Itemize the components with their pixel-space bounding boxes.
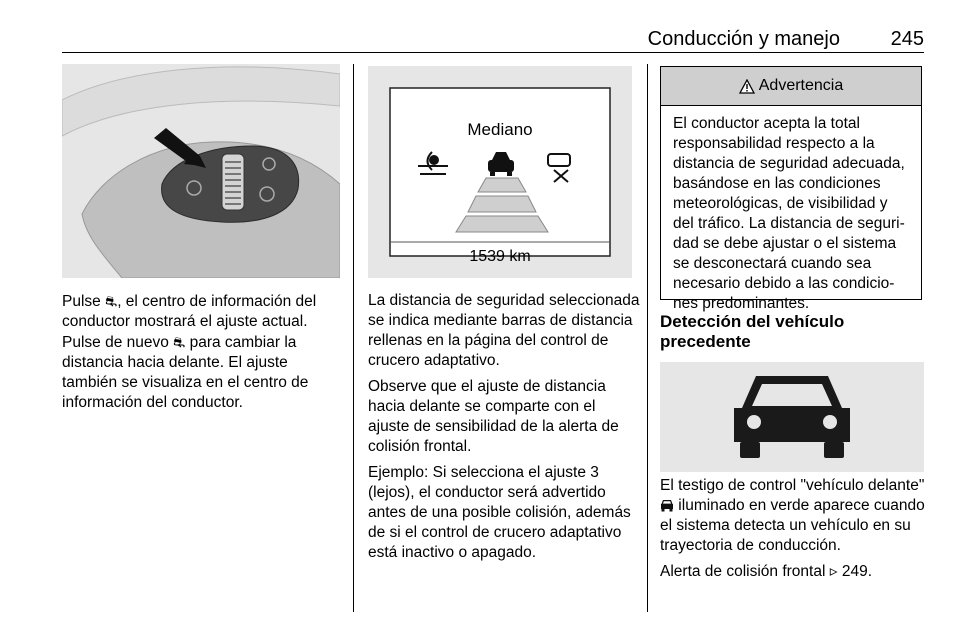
section-heading: Detección del vehículo precedente — [660, 312, 845, 351]
header-title: Conducción y manejo — [647, 28, 840, 50]
driver-info-display-figure — [368, 66, 632, 278]
warning-triangle-icon — [739, 79, 755, 94]
vehicle-ahead-figure — [660, 362, 924, 472]
col3-paragraph: El testigo de control "vehículo delante" iluminado en verde aparece cuando el sistema detecta un vehículo en su trayectoria de conducción. — [660, 477, 925, 554]
column-divider — [647, 64, 648, 612]
display-illustration — [368, 66, 632, 278]
warning-text: El conductor acepta la total responsabilidad respecto a la distancia de seguridad adecuada, basándose en las condiciones meteorológicas, de visibilidad y del tráfico. La distancia de seguridad se debe ajustar o el sistema se desconectará cuando sea necesario debido a las condiciones predominantes. — [673, 115, 905, 312]
col3-text — [660, 476, 930, 588]
col2-paragraph: Observe que el ajuste de distancia hacia delante se comparte con el ajuste de sensibilidad de la alerta de colisión frontal. — [368, 378, 619, 455]
page-reference-link[interactable]: 249. — [841, 563, 872, 580]
col2-paragraph: Ejemplo: Si selecciona el ajuste 3 (lejos), el conductor será advertido antes de una posible colisión, además de si el control de crucero adaptativo está inactivo o apagado. — [368, 464, 631, 561]
col3-paragraph: Alerta de colisión frontal ▹ 249. — [660, 563, 872, 580]
warning-header — [661, 67, 921, 106]
distance-setting-icon: ⛐ — [105, 293, 118, 309]
steering-wheel-figure — [62, 64, 340, 278]
col2-text — [368, 291, 640, 569]
warning-box — [660, 66, 922, 312]
warning-heading: Advertencia — [758, 77, 844, 94]
col1-paragraph: Pulse ⛐, el centro de información del conductor mostrará el ajuste actual. Pulse de nuevo ⛐ para cambiar la distancia hacia delante. El ajuste también se visualiza en el centro de información del conductor. — [62, 293, 317, 411]
vehicle-ahead-icon — [660, 362, 924, 472]
column-divider — [353, 64, 354, 612]
page-number: 245 — [890, 28, 924, 50]
col2-paragraph: La distancia de seguridad seleccionada se indica mediante barras de distancia rellenas en la página del control de crucero adaptativo. — [368, 292, 640, 369]
display-label: Mediano — [467, 120, 533, 139]
col1-text — [62, 291, 346, 419]
vehicle-ahead-icon — [660, 499, 674, 512]
header-rule — [62, 52, 924, 53]
distance-setting-icon: ⛐ — [173, 334, 186, 350]
page-reference-arrow-icon: ▹ — [829, 563, 838, 580]
steering-wheel-illustration — [62, 64, 340, 278]
display-odometer: 1539 km — [469, 248, 531, 265]
